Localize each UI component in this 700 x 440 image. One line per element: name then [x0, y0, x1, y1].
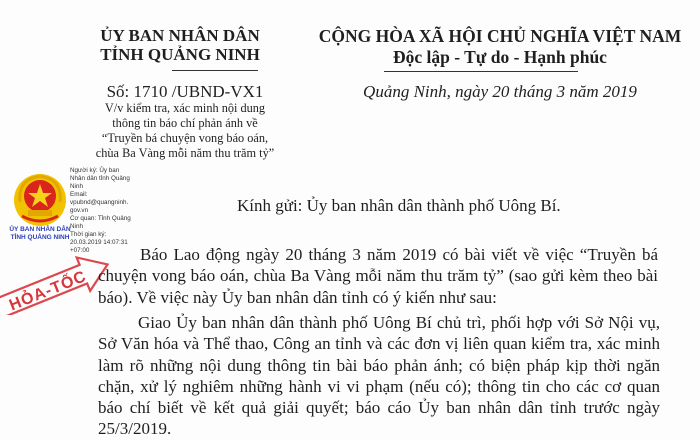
document-number: Số: 1710 /UBND-VX1: [106, 82, 264, 101]
signature-line: Nhân dân tỉnh Quảng: [70, 175, 130, 182]
signature-line: Người ký: Ủy ban: [70, 167, 120, 174]
signature-line: Ninh: [70, 223, 83, 230]
recipient-line: Kính gửi: Ủy ban nhân dân thành phố Uông Bí.: [237, 196, 561, 215]
national-motto: Độc lập - Tự do - Hạnh phúc: [393, 47, 607, 67]
place-and-date: Quảng Ninh, ngày 20 tháng 3 năm 2019: [363, 82, 637, 101]
body-paragraph-2: Giao Ủy ban nhân dân thành phố Uông Bí chủ trì, phối hợp với Sở Nội vụ, Sở Văn hóa và Thể thao, Công an tỉnh và các đơn vị liên quan kiểm tra, xác minh làm rõ những nội dung thông tin bài báo phản ánh; có biện pháp kịp thời ngăn chặn, xử lý nghiêm những hành vi vi phạm (nếu có); thông tin cho các cơ quan báo chí biết về kết quả giải quyết; báo cáo Ủy ban nhân dân tỉnh trước ngày 25/3/2019.: [98, 313, 660, 439]
signature-line: vpubnd@quangninh.: [70, 199, 129, 206]
signature-line: Thời gian ký:: [70, 231, 107, 238]
motto-underline-divider: [384, 71, 578, 72]
national-title: CỘNG HÒA XÃ HỘI CHỦ NGHĨA VIỆT NAM: [318, 26, 682, 46]
subject-line: thông tin báo chí phản ánh về: [112, 116, 258, 130]
subject-line: V/v kiểm tra, xác minh nội dung: [104, 101, 266, 115]
signature-line: Email:: [70, 191, 88, 198]
emblem-caption-line2: TỈNH QUẢNG NINH: [10, 233, 70, 241]
issuing-organization: [90, 26, 270, 64]
body-paragraph-1: Báo Lao động ngày 20 tháng 3 năm 2019 có bài viết về việc “Truyền bá chuyện vong báo oán, chùa Ba Vàng mỗi năm thu trăm tỷ” (sao gửi kèm theo bài báo). Về việc này Ủy ban nhân dân tỉnh có ý kiến như sau:: [98, 245, 658, 307]
org-name-line2: TỈNH QUẢNG NINH: [100, 45, 260, 64]
subject-line: chùa Ba Vàng mỗi năm thu trăm tỷ”: [95, 146, 275, 160]
signature-line: 20.03.2019 14:07:31: [70, 239, 128, 246]
document-subject: [92, 101, 278, 161]
org-name-line1: ỦY BAN NHÂN DÂN: [100, 26, 260, 45]
subject-line: “Truyền bá chuyện vong báo oán,: [101, 131, 269, 145]
emblem-caption-line1: ỦY BAN NHÂN DÂN: [9, 226, 71, 233]
signature-line: gov.vn: [70, 207, 89, 214]
signature-line: Cơ quan: Tỉnh Quảng: [70, 215, 131, 222]
org-underline-divider: [172, 70, 258, 71]
urgent-stamp-text: HỎA-TỐC: [6, 267, 90, 315]
signature-line: Ninh: [70, 183, 83, 190]
state-emblem-icon: [12, 172, 68, 228]
signature-line: +07:00: [70, 247, 90, 254]
